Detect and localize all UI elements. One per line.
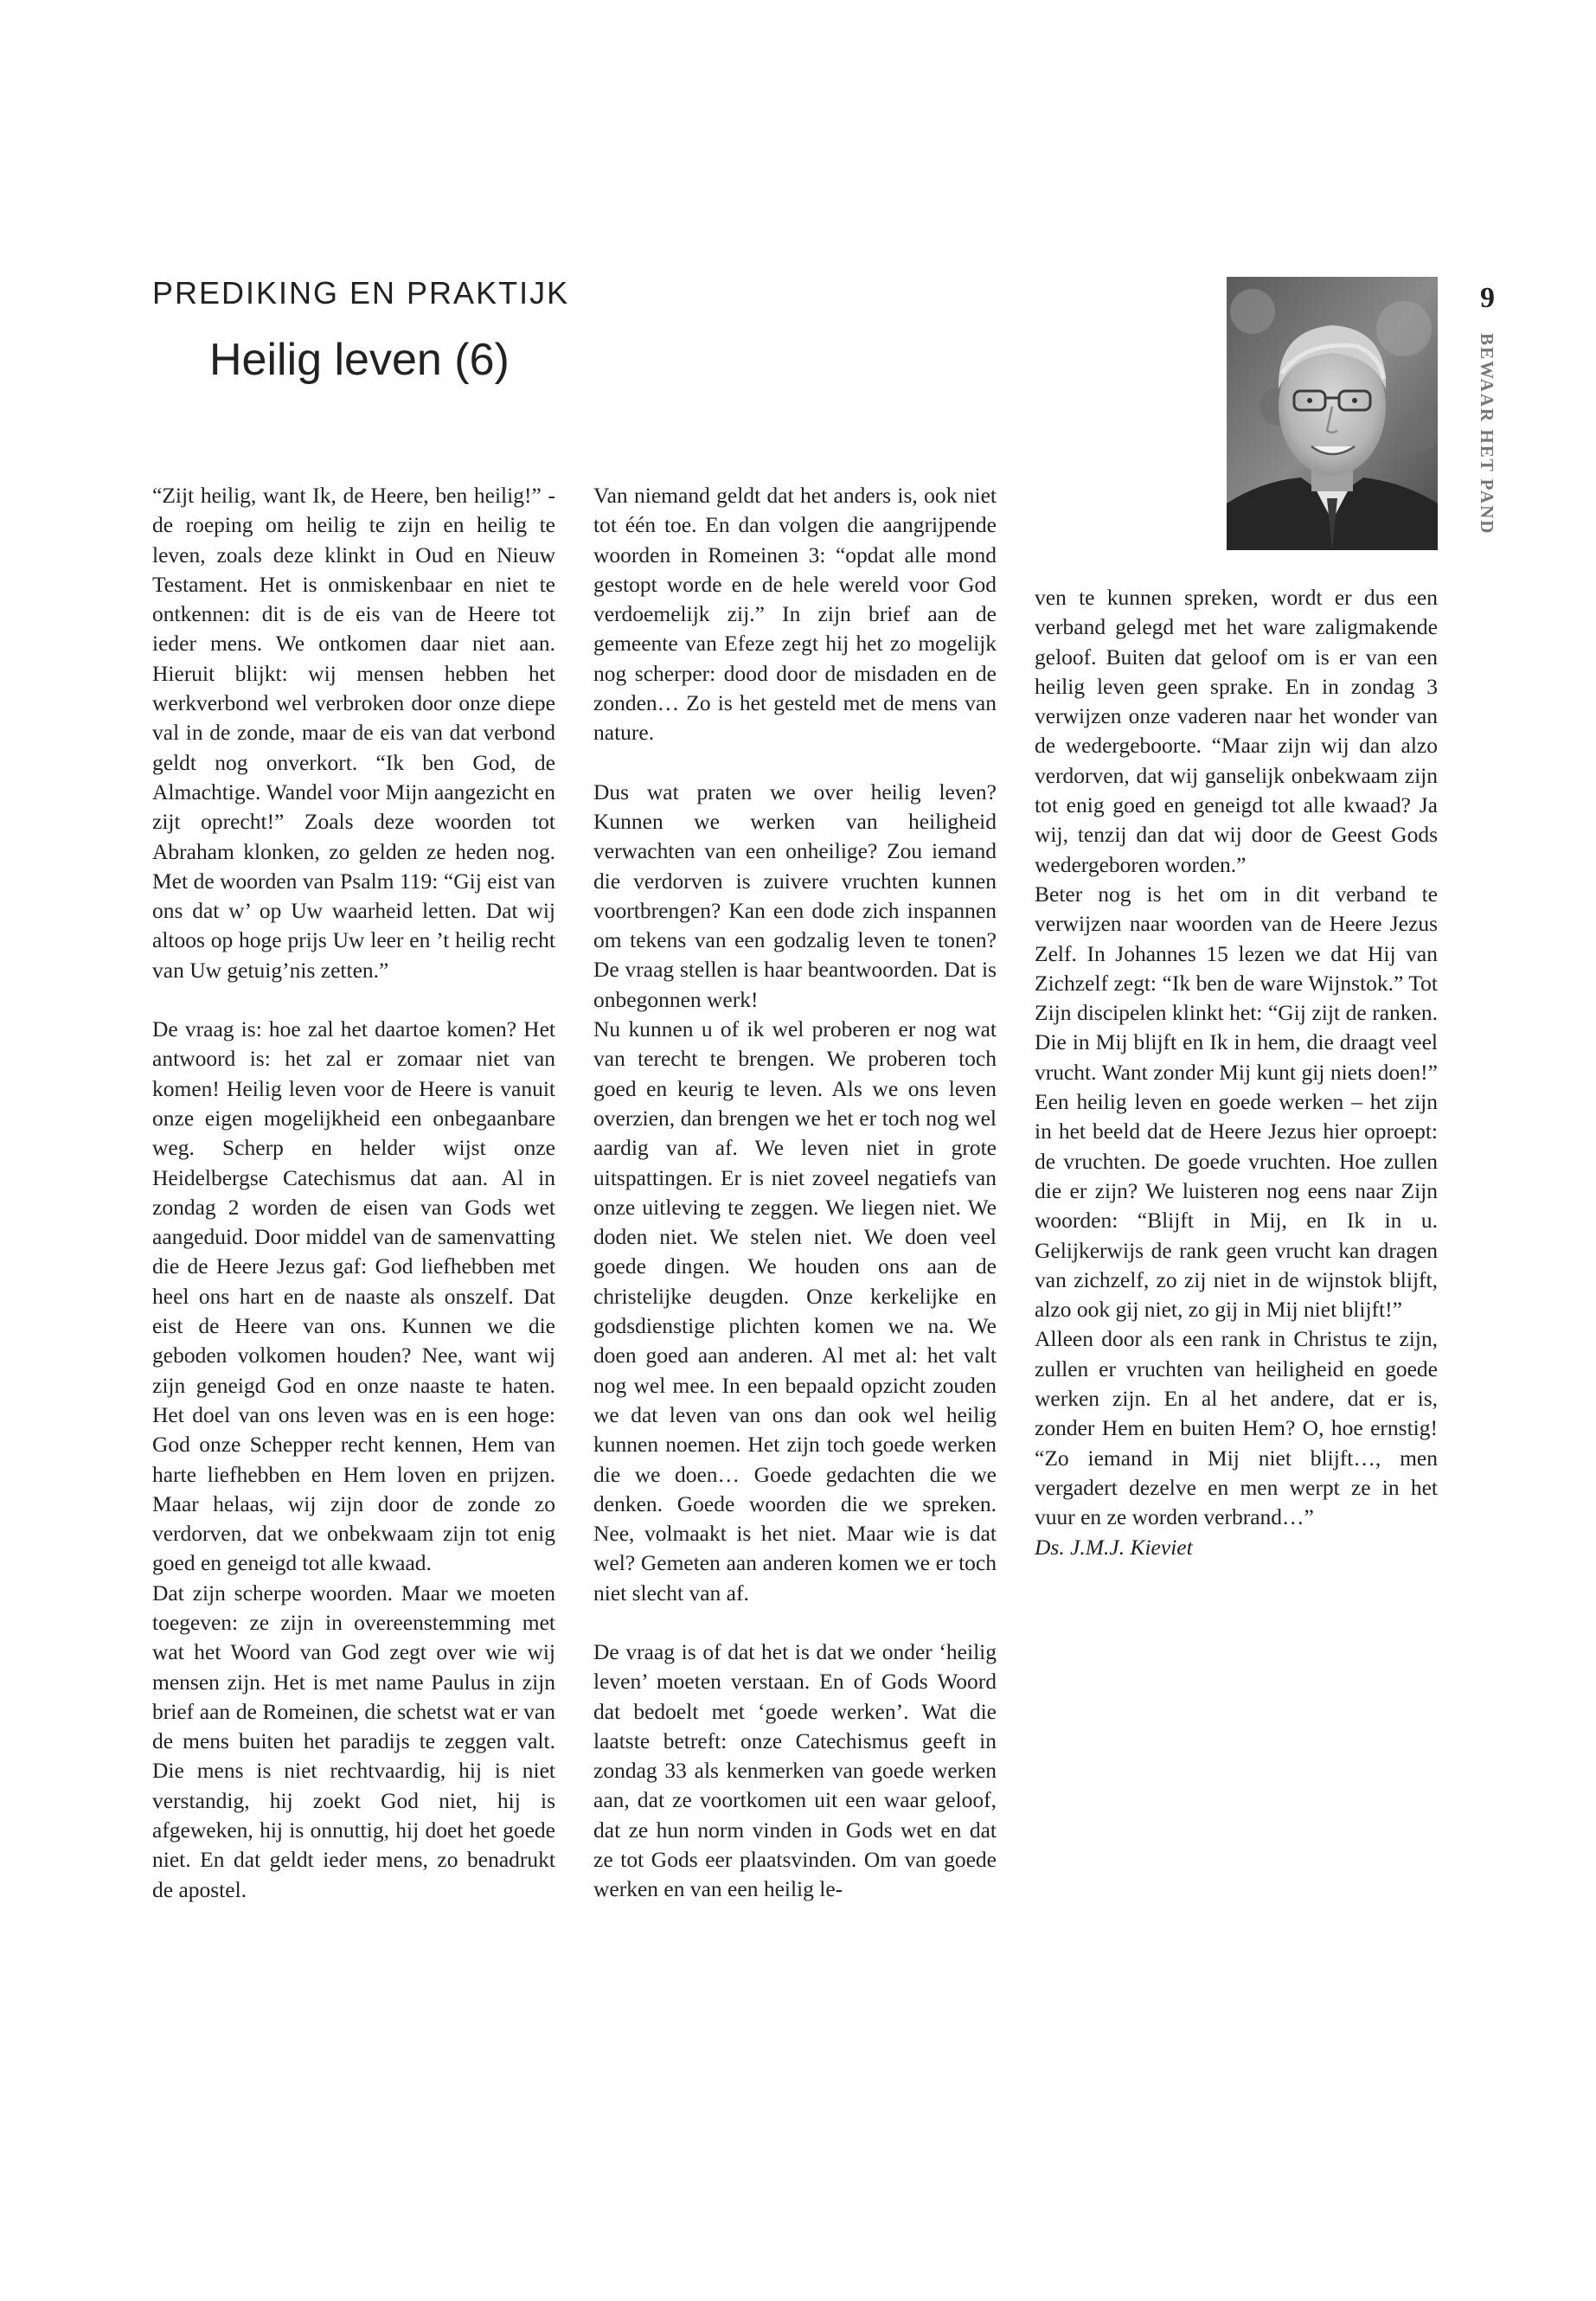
paragraph: Beter nog is het om in dit verband te verwijzen naar woorden van de Heere Jezus Zelf. In Johannes 15 lezen we dat Hij van Zichzelf zegt: “Ik ben de ware Wijnstok.” Tot Zijn discipelen klinkt het: “Gij zijt de ranken. Die in Mij blijft en Ik in hem, die draagt veel vrucht. Want zonder Mij kunt gij niets doen!” Een heilig leven en goede werken – het zijn in het beeld dat de Heere Jezus hier oproept: de vruchten. De goede vruchten. Hoe zullen die er zijn? We luisteren nog eens naar Zijn woorden: “Blijft in Mij, en Ik in u. Gelijkerwijs de rank geen vrucht kan dragen van zichzelf, zo zij niet in de wijnstok blijft, alzo ook gij niet, zo gij in Mij niet blijft!”: [1035, 881, 1438, 1323]
author-signature: Ds. J.M.J. Kieviet: [1035, 1534, 1193, 1560]
paragraph: Nu kunnen u of ik wel proberen er nog wat van terecht te brengen. We proberen toch goed en keurig te leven. Als we ons leven overzien, dan brengen we het er toch nog wel aardig van af. We leven niet in grote uitspattingen. Er is niet zoveel negatiefs van onze uitleving te zeggen. We liegen niet. We doden niet. We stelen niet. We doen veel goede dingen. We houden ons aan de christelijke deugden. Onze kerkelijke en godsdienstige plichten komen we na. We doen goed aan anderen. Al met al: het valt nog wel mee. In een bepaald opzicht zouden we dat leven van ons dan ook wel heilig kunnen noemen. Het zijn toch goede werken die we doen… Goede gedachten die we denken. Goede woorden die we spreken. Nee, volmaakt is het niet. Maar wie is dat wel? Gemeten aan anderen komen we er toch niet slecht van af.: [593, 1016, 997, 1606]
paragraph: De vraag is of dat het is dat we onder ‘heilig leven’ moeten verstaan. En of Gods Woord dat bedoelt met ‘goede werken’. Wat die laatste betreft: onze Catechismus geeft in zondag 33 als kenmerken van goede werken aan, dat ze voortkomen uit een waar geloof, dat ze hun norm vinden in Gods wet en dat ze tot Gods eer plaatsvinden. Om van goede werken en van een heilig le-: [593, 1638, 997, 1902]
article-column-2: [593, 481, 997, 1905]
paragraph: De vraag is: hoe zal het daartoe komen? Het antwoord is: het zal er zomaar niet van komen! Heilig leven voor de Heere is vanuit onze eigen mogelijkheid een onbegaanbare weg. Scherp en helder wijst onze Heidelbergse Catechismus dat aan. Al in zondag 2 worden de eisen van Gods wet aangeduid. Door middel van de samenvatting die de Heere Jezus gaf: God liefhebben met heel ons hart en de naaste als onszelf. Dat eist de Heere van ons. Kunnen we die geboden volkomen houden? Nee, want wij zijn geneigd God en onze naaste te haten. Het doel van ons leven was en is een hoge: God onze Schepper recht kennen, Hem van harte liefhebben en Hem loven en prijzen. Maar helaas, wij zijn door de zonde zo verdorven, dat we onbekwaam zijn tot enig goed en geneigd tot alle kwaad.: [152, 1016, 555, 1576]
article-column-1: [152, 481, 555, 1905]
article-title: Heilig leven (6): [209, 335, 510, 385]
paragraph: Dus wat praten we over heilig leven? Kunnen we werken van heiligheid verwachten van een onheilige? Zou iemand die verdorven is zuivere vruchten kunnen voortbrengen? Kan een dode zich inspannen om tekens van een godzalig leven te tonen? De vraag stellen is haar beantwoorden. Dat is onbegonnen werk!: [593, 779, 997, 1012]
author-portrait-icon: [1227, 277, 1438, 550]
paragraph: “Zijt heilig, want Ik, de Heere, ben heilig!” - de roeping om heilig te zijn en heilig te leven, zoals deze klinkt in Oud en Nieuw Testament. Het is onmiskenbaar en niet te ontkennen: dit is de eis van de Heere tot ieder mens. We ontkomen daar niet aan. Hieruit blijkt: wij mensen hebben het werkverbond wel verbroken door onze diepe val in de zonde, maar de eis van dat verbond geldt nog onverkort. “Ik ben God, de Almachtige. Wandel voor Mijn aangezicht en zijt oprecht!” Zoals deze woorden tot Abraham klonken, zo gelden ze heden nog. Met de woorden van Psalm 119: “Gij eist van ons dat w’ op Uw waarheid letten. Dat wij altoos op hoge prijs Uw leer en ’t heilig recht van Uw getuig’nis zetten.”: [152, 483, 555, 983]
page-number: 9: [1480, 282, 1495, 314]
section-label: PREDIKING EN PRAKTIJK: [152, 275, 570, 311]
paragraph: Van niemand geldt dat het anders is, ook niet tot één toe. En dan volgen die aangrijpende woorden in Romeinen 3: “opdat alle mond gestopt worde en de hele wereld voor God verdoemelijk zij.” In zijn brief aan de gemeente van Efeze zegt hij het zo mogelijk nog scherper: dood door de misdaden en de zonden… Zo is het gesteld met de mens van nature.: [593, 483, 997, 746]
magazine-name: BEWAAR HET PAND: [1477, 333, 1497, 535]
article-column-3: [1035, 583, 1438, 1562]
paragraph: ven te kunnen spreken, wordt er dus een verband gelegd met het ware zaligmakende geloof. Buiten dat geloof om is er van een heilig leven geen sprake. En in zondag 3 verwijzen onze vaderen naar het wonder van de wedergeboorte. “Maar zijn wij dan alzo verdorven, dat wij ganselijk onbekwaam zijn tot enig goed en geneigd tot alle kwaad? Ja wij, tenzij dan dat wij door de Geest Gods wedergeboren worden.”: [1035, 585, 1438, 877]
paragraph: Alleen door als een rank in Christus te zijn, zullen er vruchten van heiligheid en goede werken zijn. En al het andere, dat er is, zonder Hem en buiten Hem? O, hoe ernstig! “Zo iemand in Mij niet blijft…, men vergadert dezelve en men werpt ze in het vuur en ze worden verbrand…”: [1035, 1326, 1438, 1530]
paragraph: Dat zijn scherpe woorden. Maar we moeten toegeven: ze zijn in overeenstemming met wat het Woord van God zegt over wie wij mensen zijn. Het is met name Paulus in zijn brief aan de Romeinen, die schetst wat er van de mens buiten het paradijs te zeggen valt. Die mens is niet rechtvaardig, hij is niet verstandig, hij zoekt God niet, hij is afgeweken, hij is onnuttig, hij doet het goede niet. En dat geldt ieder mens, zo benadrukt de apostel.: [152, 1580, 555, 1902]
